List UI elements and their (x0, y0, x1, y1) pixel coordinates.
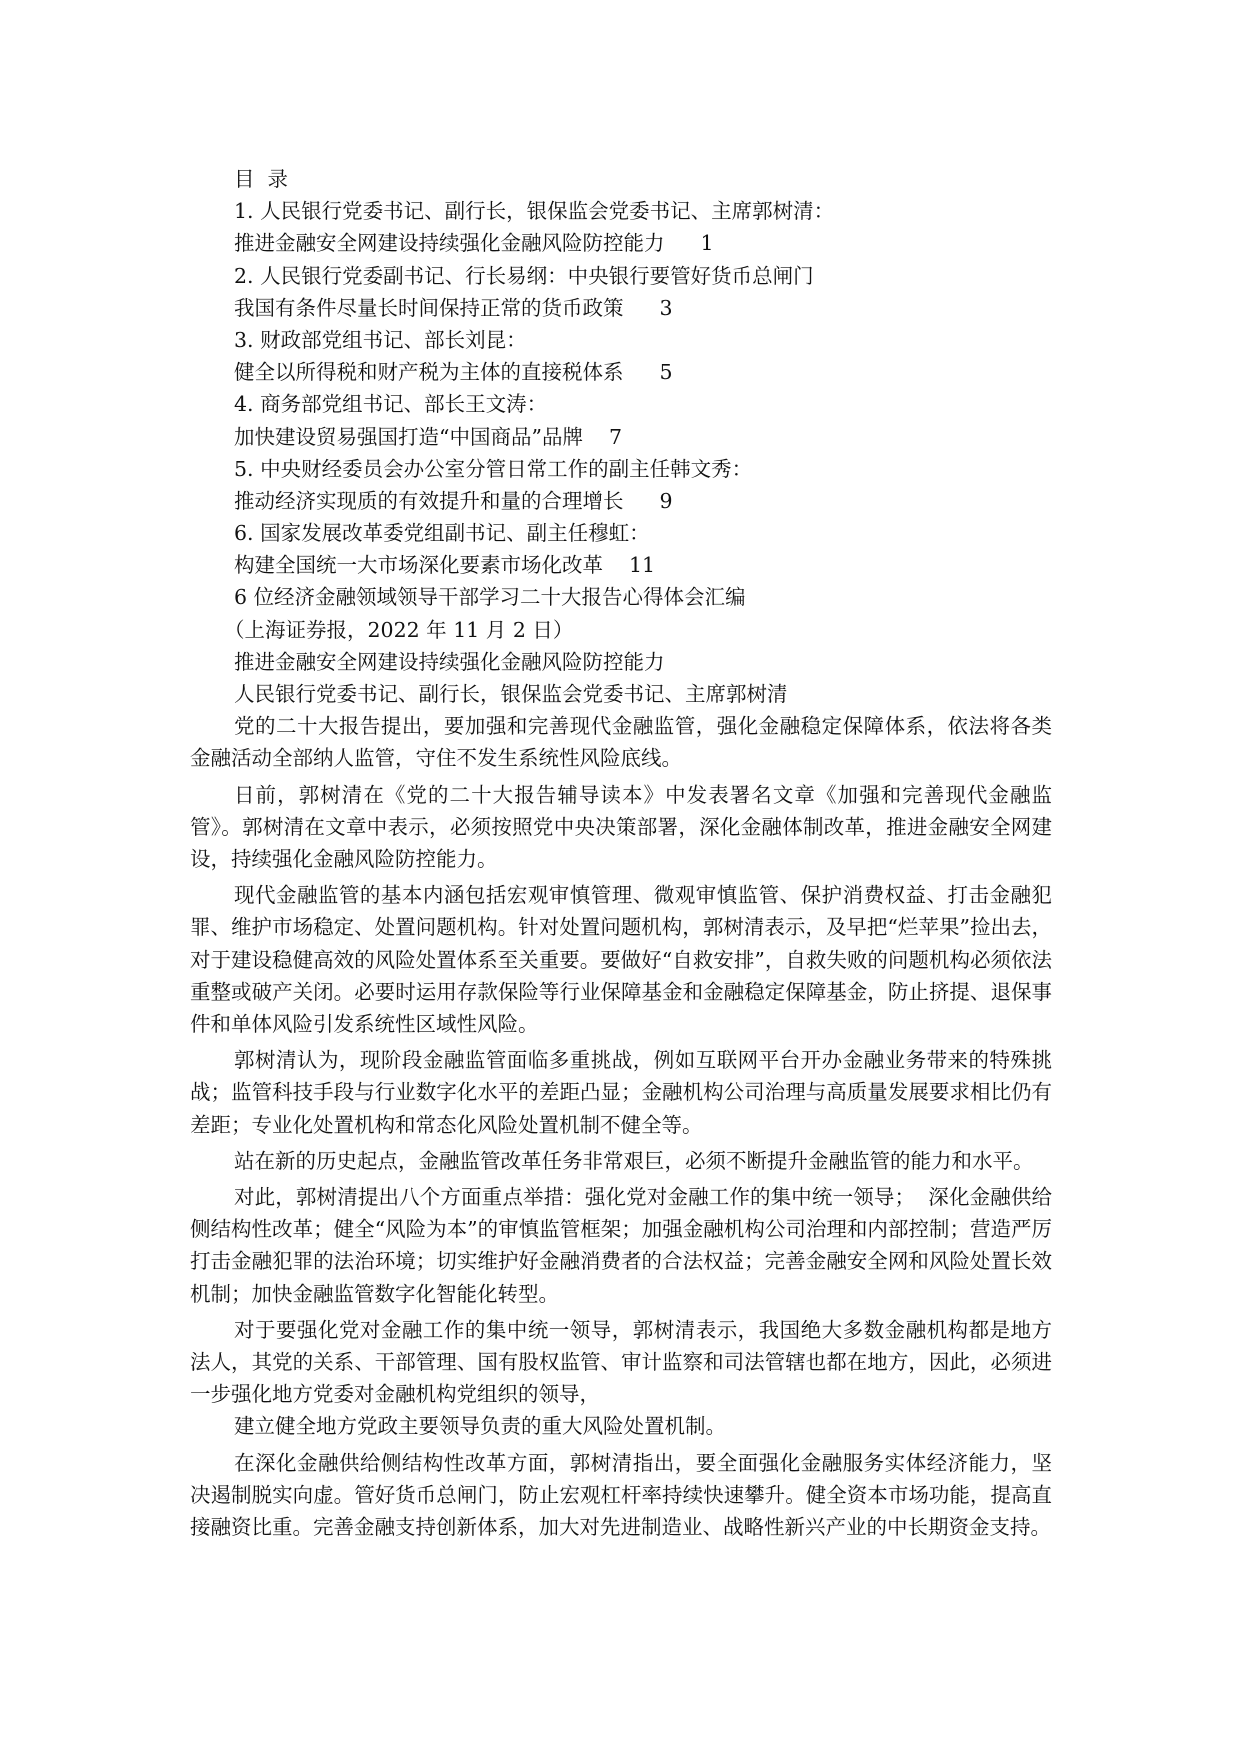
toc-item-1-subtitle: 推进金融安全网建设持续强化金融风险防控能力 (234, 231, 665, 256)
toc-item-3-subtitle: 健全以所得税和财产税为主体的直接税体系 (234, 360, 624, 385)
toc-item-4-entry (190, 421, 1052, 453)
toc-item-5-entry (190, 485, 1052, 517)
toc-item-4-page: 7 (608, 424, 623, 449)
toc-item-2-entry (190, 292, 1052, 324)
body-paragraph-7: 对于要强化党对金融工作的集中统一领导，郭树清表示，我国绝大多数金融机构都是地方法人，其党的关系、干部管理、国有股权监管、审计监察和司法管辖也都在地方，因此，必须进一步强化地方党委对金融机构党组织的领导， (190, 1317, 1052, 1407)
toc-item-1-entry (190, 227, 1052, 259)
toc-item-2-page: 3 (659, 295, 673, 320)
toc-item-1-title: 1. 人民银行党委书记、副行长，银保监会党委书记、主席郭树清： (234, 199, 835, 224)
body-paragraph-1: 党的二十大报告提出，要加强和完善现代金融监管，强化金融稳定保障体系，依法将各类金融活动全部纳人监管，守住不发生系统性风险底线。 (190, 714, 1052, 771)
body-paragraph-8: 建立健全地方党政主要领导负责的重大风险处置机制。 (234, 1414, 726, 1439)
body-paragraph-3: 现代金融监管的基本内涵包括宏观审慎管理、微观审慎监管、保护消费权益、打击金融犯罪、维护市场稳定、处置问题机构。针对处置问题机构，郭树清表示，及早把“烂苹果”捡出去，对于建设稳健高效的风险处置体系至关重要。要做好“自救安排”，自救失败的问题机构必须依法重整或破产关闭。必要时运用存款保险等行业保障基金和金融稳定保障基金，防止挤提、退保事件和单体风险引发系统性区域性风险。 (190, 883, 1052, 1037)
toc-item-6-subtitle: 构建全国统一大市场深化要素市场化改革 (234, 553, 603, 578)
toc-item-2-subtitle: 我国有条件尽量长时间保持正常的货币政策 (234, 295, 624, 320)
compilation-title: 6 位经济金融领域领导干部学习二十大报告心得体会汇编 (234, 585, 746, 610)
toc-heading: 目 录 (234, 167, 289, 191)
toc-item-4-title: 4. 商务部党组书记、部长王文涛： (234, 392, 548, 417)
toc-item-6-entry (190, 549, 1052, 581)
article-title: 推进金融安全网建设持续强化金融风险防控能力 (234, 649, 665, 674)
body-paragraph-5: 站在新的历史起点，金融监管改革任务非常艰巨，必须不断提升金融监管的能力和水平。 (234, 1148, 1034, 1173)
body-paragraph-2: 日前，郭树清在《党的二十大报告辅导读本》中发表署名文章《加强和完善现代金融监管》。郭树清在文章中表示，必须按照党中央决策部署，深化金融体制改革，推进金融安全网建设，持续强化金融风险防控能力。 (190, 782, 1052, 871)
toc-item-3-title: 3. 财政部党组书记、部长刘昆： (234, 327, 527, 352)
body-paragraph-4: 郭树清认为，现阶段金融监管面临多重挑战，例如互联网平台开办金融业务带来的特殊挑战；监管科技手段与行业数字化水平的差距凸显；金融机构公司治理与高质量发展要求相比仍有差距；专业化处置机构和常态化风险处置机制不健全等。 (190, 1048, 1052, 1137)
toc-item-3-page: 5 (659, 360, 673, 385)
article-author: 人民银行党委书记、副行长，银保监会党委书记、主席郭树清 (234, 682, 788, 706)
toc-item-4-subtitle: 加快建设贸易强国打造“中国商品”品牌 (234, 424, 583, 449)
toc-item-2-title: 2. 人民银行党委副书记、行长易纲：中央银行要管好货币总闸门 (234, 263, 814, 288)
toc-item-6-title: 6. 国家发展改革委党组副书记、副主任穆虹： (234, 521, 650, 546)
toc-item-1-page: 1 (700, 231, 714, 256)
toc-item-5-title: 5. 中央财经委员会办公室分管日常工作的副主任韩文秀： (234, 456, 753, 481)
document-body (190, 163, 1052, 1543)
toc-item-5-page: 9 (659, 488, 673, 513)
source-line: （上海证券报，2022 年 11 月 2 日） (224, 617, 574, 642)
toc-item-3-entry (190, 356, 1052, 388)
toc-item-6-page: 11 (629, 553, 656, 578)
toc-item-5-subtitle: 推动经济实现质的有效提升和量的合理增长 (234, 488, 624, 513)
body-paragraph-6: 对此，郭树清提出八个方面重点举措：强化党对金融工作的集中统一领导； 深化金融供给侧结构性改革；健全“风险为本”的审慎监管框架；加强金融机构公司治理和内部控制；营造严厉打击金融犯罪的法治环境；切实维护好金融消费者的合法权益；完善金融安全网和风险处置长效机制；加快金融监管数字化智能化转型。 (190, 1185, 1052, 1306)
body-paragraph-9: 在深化金融供给侧结构性改革方面，郭树清指出，要全面强化金融服务实体经济能力，坚决遏制脱实向虚。管好货币总闸门，防止宏观杠杆率持续快速攀升。健全资本市场功能，提高直接融资比重。完善金融支持创新体系，加大对先进制造业、战略性新兴产业的中长期资金支持。 (190, 1450, 1052, 1540)
